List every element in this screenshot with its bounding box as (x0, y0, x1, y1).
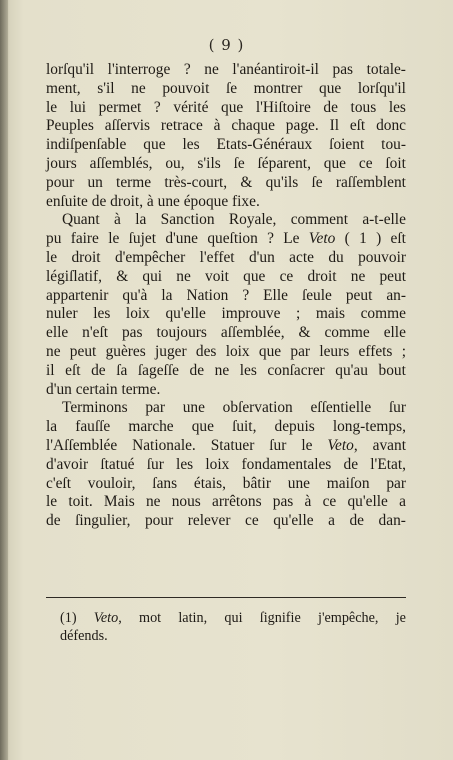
word: Le (283, 230, 300, 248)
word: ou, (165, 154, 185, 172)
word: j'empêche, (318, 610, 379, 626)
body-line (46, 493, 406, 512)
word: d'un (248, 248, 275, 266)
word: l'Etat, (370, 455, 406, 473)
word: marche (128, 418, 174, 436)
word: à (304, 493, 312, 511)
word: les (239, 361, 257, 379)
word: pas (332, 61, 354, 78)
word: Sanction (160, 211, 215, 229)
word: vouloir, (87, 474, 136, 492)
word: qu'au (335, 361, 368, 379)
word: ce (279, 267, 294, 285)
footnote-line (60, 609, 406, 627)
word: de (46, 512, 61, 530)
word: aſſemblés, (89, 154, 153, 172)
word: Nationale. (132, 436, 196, 454)
word: du (328, 248, 344, 266)
word: époque (183, 192, 229, 210)
word: aſſervis (104, 117, 151, 135)
word: page. (285, 117, 319, 135)
word: ne (214, 361, 230, 379)
word: elle (383, 324, 406, 342)
word: s'il (97, 79, 115, 97)
word: le (46, 98, 58, 116)
word: pour (46, 173, 75, 191)
word: lorſqu'il (357, 79, 406, 97)
word: à (146, 192, 154, 210)
word: ſoit (385, 154, 406, 172)
word: à (113, 211, 121, 229)
body-line (46, 456, 406, 475)
word: long-temps, (332, 418, 406, 436)
body-line (46, 287, 406, 306)
word: ? (267, 230, 274, 248)
word: les (388, 98, 406, 116)
word: très-court, (164, 173, 228, 191)
word: pu (46, 230, 62, 248)
word: & (240, 173, 253, 191)
word: il (46, 361, 55, 379)
word: chaque (231, 117, 275, 135)
body-line (46, 61, 406, 80)
word: les (176, 455, 194, 473)
word: Veto, (93, 610, 122, 626)
word: 1 (359, 230, 367, 248)
word: un (87, 173, 103, 191)
body-line (46, 381, 406, 400)
word: acte (289, 248, 314, 266)
word: d'empêcher (114, 248, 186, 266)
word: ſur (269, 436, 287, 454)
word: arrêtons (211, 493, 262, 511)
word: latin, (178, 610, 208, 626)
word: de (323, 98, 338, 116)
word: ce (244, 512, 259, 530)
word: d'une (165, 230, 199, 248)
word: loix (125, 305, 150, 323)
body-line (46, 211, 406, 230)
word: pouvoir (358, 248, 406, 266)
word: an- (386, 286, 406, 304)
word: queſtion (207, 230, 258, 248)
body-line (46, 305, 406, 324)
word: le (108, 230, 120, 248)
word: ne (204, 61, 219, 78)
word: Nation (186, 286, 229, 304)
word: les (93, 305, 111, 323)
word: donc (376, 117, 406, 135)
word: Peuples (46, 117, 94, 135)
footnote (60, 609, 406, 645)
body-line (46, 324, 406, 343)
footnote-line (60, 627, 406, 645)
body-line (46, 512, 406, 531)
word: ne (131, 79, 146, 97)
word: de (189, 361, 205, 379)
word: c'eſt (46, 474, 71, 492)
word: ſtatué (100, 455, 135, 473)
word: ce (322, 493, 337, 511)
word: ? (183, 61, 191, 78)
word: ne (145, 493, 161, 511)
word: qu'elle (165, 305, 206, 323)
word: les (182, 136, 200, 154)
word: ne (46, 342, 61, 360)
word: légiſlatif, (46, 267, 102, 285)
word: vérité (173, 98, 209, 116)
body-line (46, 193, 406, 212)
word: ne (176, 267, 191, 285)
word: conſacrer (267, 361, 325, 379)
body-line (46, 249, 406, 268)
body-line (46, 117, 406, 136)
word: de (91, 192, 107, 210)
word: qui (142, 267, 163, 285)
body-line (46, 99, 406, 118)
word: a-t-elle (362, 211, 406, 229)
word: qu'elle (347, 493, 388, 511)
word: Veto (308, 230, 336, 248)
word: toujours (156, 324, 207, 342)
word: peut (379, 267, 406, 285)
word: depuis (274, 418, 315, 436)
word: que (221, 98, 244, 116)
word: tou- (381, 136, 406, 154)
body-line (46, 362, 406, 381)
word: fondamentales (241, 455, 332, 473)
word: bout (378, 361, 406, 379)
word: ſujet (128, 230, 156, 248)
word: défends. (60, 628, 108, 644)
word: indiſpenſable (46, 136, 127, 154)
word: & (298, 324, 311, 342)
word: ſur (146, 455, 164, 473)
word: nous (171, 493, 201, 511)
word: ſuit, (232, 418, 257, 436)
word: improuve (221, 305, 281, 323)
word: ) (376, 230, 382, 248)
word: comment (290, 211, 348, 229)
word: effets (358, 342, 393, 360)
word: ſa (116, 361, 128, 379)
word: juger (155, 342, 187, 360)
word: eſt (65, 361, 81, 379)
word: maiſon (326, 474, 370, 492)
word: mot (139, 610, 162, 626)
word: terme. (121, 380, 161, 398)
word: totale- (366, 61, 406, 78)
word: le (301, 436, 313, 454)
word: droit (307, 267, 337, 285)
page-gutter-shadow (0, 0, 8, 760)
word: mais (315, 305, 345, 323)
word: elle (46, 324, 69, 342)
word: que (191, 418, 214, 436)
word: ſe (311, 173, 323, 191)
word: aſſemblée, (220, 324, 285, 342)
word: terme (116, 173, 152, 191)
word: droit (71, 248, 101, 266)
word: a (328, 512, 335, 530)
word: que (323, 154, 347, 172)
word: & (116, 267, 129, 285)
word: le (46, 248, 58, 266)
word: comme (360, 305, 406, 323)
word: retrace (160, 117, 203, 135)
word: Etats-Généraux (216, 136, 313, 154)
word: voit (205, 267, 229, 285)
body-line (46, 136, 406, 155)
word: peut (345, 286, 373, 304)
word: que (319, 79, 342, 97)
word: ment, (46, 79, 81, 97)
word: des (195, 342, 217, 360)
word: enſuite (46, 192, 88, 210)
word: l'Aſſemblée (46, 436, 118, 454)
word: pouvoit (162, 79, 210, 97)
word: ſe (233, 154, 245, 172)
word: ( (344, 230, 350, 248)
word: d'avoir (46, 455, 89, 473)
word: Statuer (210, 436, 255, 454)
body-line (46, 343, 406, 362)
word: ſingulier, (75, 512, 131, 530)
body-line (46, 418, 406, 437)
word: ſe (225, 79, 238, 97)
body-text (46, 61, 406, 531)
word: ? (153, 98, 161, 116)
word: eſt (349, 117, 366, 135)
word: nuler (46, 305, 78, 323)
word: l'effet (199, 248, 235, 266)
body-line (46, 437, 406, 456)
word: la (161, 286, 173, 304)
word: pas (121, 324, 143, 342)
word: jours (46, 154, 77, 172)
word: Quant (62, 211, 100, 229)
word: droit, (110, 192, 144, 210)
word: lorſqu'il (46, 61, 95, 78)
word: qu'à (122, 286, 148, 304)
word: que (143, 136, 166, 154)
body-line (46, 174, 406, 193)
word: permet (98, 98, 142, 116)
body-line (46, 399, 406, 418)
word: ce (358, 154, 373, 172)
word: d'un (46, 380, 72, 398)
word: faire (70, 230, 99, 248)
word: je (395, 610, 406, 626)
word: n'eſt (82, 324, 109, 342)
word: avant (372, 436, 406, 454)
word: s'ils (197, 154, 221, 172)
word: obſervation (222, 399, 293, 417)
word: que (258, 342, 282, 360)
word: fixe. (232, 192, 260, 210)
word: la (46, 418, 58, 436)
word: l'anéantiroit-il (232, 61, 319, 78)
word: une (182, 399, 205, 417)
body-line (46, 80, 406, 99)
word: (1) (60, 610, 77, 626)
word: ſoient (329, 136, 365, 154)
word: ſur (388, 399, 406, 417)
body-line (46, 230, 406, 249)
page-number: ( 9 ) (208, 36, 245, 54)
word: une (287, 474, 310, 492)
word: qu'elle (273, 512, 314, 530)
word: Royale, (228, 211, 277, 229)
word: Terminons (62, 399, 128, 417)
word: ſageſſe (137, 361, 179, 379)
word: toit. (68, 493, 93, 511)
word: Il (329, 117, 339, 135)
word: ſeule (301, 286, 332, 304)
word: par (386, 474, 406, 492)
word: dan- (378, 512, 406, 530)
word: qu'ils (265, 173, 299, 191)
word: eſt (390, 230, 406, 248)
word: ſéparent, (257, 154, 311, 172)
word: Elle (263, 286, 288, 304)
body-line (46, 155, 406, 174)
word: montrer (253, 79, 303, 97)
word: comme (324, 324, 370, 342)
word: bâtir (242, 474, 271, 492)
word: Veto, (327, 436, 358, 454)
word: lui (69, 98, 86, 116)
footnote-rule (46, 597, 406, 598)
word: l'Hiſtoire (255, 98, 311, 116)
word: guères (105, 342, 146, 360)
word: de (91, 361, 106, 379)
word: étais, (193, 474, 226, 492)
word: relever (187, 512, 231, 530)
word: certain (75, 380, 118, 398)
word: appartenir (46, 286, 109, 304)
word: ſans (152, 474, 178, 492)
word: ? (242, 286, 250, 304)
word: pas (272, 493, 294, 511)
word: qui (224, 610, 243, 626)
word: tous (350, 98, 377, 116)
word: ; (401, 342, 406, 360)
body-line (46, 475, 406, 494)
word: par (290, 342, 311, 360)
word: pour (144, 512, 174, 530)
word: une (157, 192, 180, 210)
word: ne (350, 267, 366, 285)
word: que (243, 267, 266, 285)
word: Mais (103, 493, 135, 511)
word: leurs (319, 342, 350, 360)
word: loix (205, 455, 230, 473)
word: l'interroge (107, 61, 171, 78)
word: loix (225, 342, 250, 360)
word: à (213, 117, 221, 135)
word: eſſentielle (310, 399, 372, 417)
word: par (145, 399, 165, 417)
word: de (343, 455, 359, 473)
word: a (399, 493, 406, 511)
word: la (135, 211, 147, 229)
body-line (46, 268, 406, 287)
word: peut (69, 342, 97, 360)
word: ; (296, 305, 301, 323)
word: le (46, 493, 58, 511)
word: fauſſe (75, 418, 111, 436)
word: ſignifie (259, 610, 301, 626)
word: de (349, 512, 365, 530)
word: raſſemblent (335, 173, 406, 191)
